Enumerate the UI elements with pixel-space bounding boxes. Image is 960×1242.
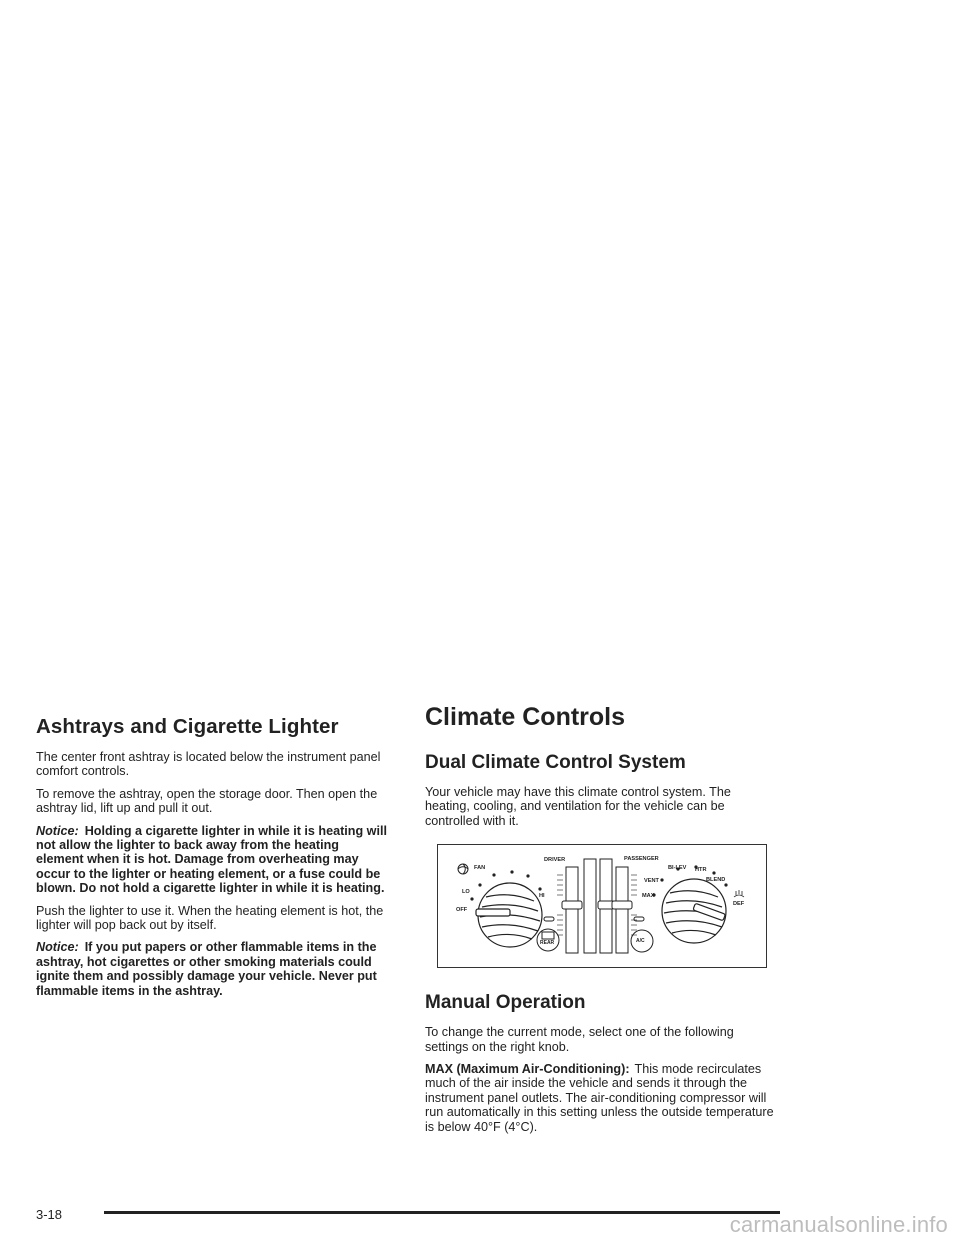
label-htr: HTR (695, 867, 707, 874)
climate-control-panel-illustration (437, 844, 767, 968)
fan-knob (476, 883, 542, 947)
max-mode-description: This mode recirculates much of the air inside the vehicle and sends it through the instrument panel outlets. The air-conditioning compressor will run automatically in this setting unless the outside temperature is below 40°F (4°C). (425, 1062, 774, 1134)
climate-controls-title: Climate Controls (425, 703, 626, 731)
max-mode-label: MAX (Maximum Air-Conditioning): (425, 1062, 630, 1077)
footer-rule (104, 1211, 780, 1214)
label-rear: REAR (540, 940, 555, 947)
indicator-light (634, 917, 644, 921)
label-passenger: PASSENGER (624, 856, 659, 863)
ashtray-location-text: The center front ashtray is located below the instrument panel comfort controls. (36, 750, 381, 779)
notice-flammable (36, 940, 388, 998)
label-driver: DRIVER (544, 857, 566, 864)
notice-label: Notice: (36, 940, 79, 955)
front-defrost-icon (734, 890, 744, 897)
notice-text: If you put papers or other flammable items in the ashtray, hot cigarettes or other smoking materials could ignite them and possibly damage your vehicle. Never put flammable items in the ashtray. (36, 940, 377, 998)
label-bilev: BI-LEV (668, 865, 687, 872)
label-blend: BLEND (706, 877, 726, 884)
manual-operation-heading: Manual Operation (425, 992, 586, 1014)
label-lo: LO (462, 889, 470, 896)
page-number: 3-18 (36, 1207, 63, 1222)
notice-label: Notice: (36, 823, 79, 838)
notice-text: Holding a cigarette lighter in while it is heating will not allow the lighter to back away from the heating element when it is hot. Damage from overheating may occur to the lighter or heating element, or a fuse could be blown. Do not hold a cigarette lighter in while it is heating. (36, 823, 387, 896)
watermark: carmanualsonline.info (729, 1212, 948, 1237)
right-column (425, 703, 775, 1142)
label-ac: A/C (636, 938, 645, 945)
max-mode-text (425, 1062, 775, 1134)
indicator-light (544, 917, 554, 921)
left-column (36, 715, 388, 1006)
mode-knob (662, 879, 726, 943)
fan-icon (458, 864, 468, 874)
ashtrays-heading: Ashtrays and Cigarette Lighter (36, 715, 339, 738)
panel-drawing (438, 845, 765, 966)
ashtray-remove-text: To remove the ashtray, open the storage door. Then open the ashtray lid, lift up and pull it out. (36, 786, 378, 816)
label-hi: HI (539, 893, 545, 900)
temperature-sliders (562, 859, 632, 953)
label-fan: FAN (474, 865, 486, 872)
manual-operation-text: To change the current mode, select one of the following settings on the right knob. (425, 1025, 734, 1054)
label-def: DEF (733, 901, 745, 908)
dual-climate-text: Your vehicle may have this climate control system. The heating, cooling, and ventilation for the vehicle can be controlled with it. (425, 785, 731, 828)
label-off: OFF (456, 907, 468, 914)
label-vent: VENT (644, 878, 659, 885)
lighter-use-text: Push the lighter to use it. When the heating element is hot, the lighter will pop back out by itself. (36, 903, 384, 933)
notice-lighter (36, 824, 388, 896)
label-max: MAX (642, 893, 655, 900)
dual-climate-heading: Dual Climate Control System (425, 752, 686, 773)
